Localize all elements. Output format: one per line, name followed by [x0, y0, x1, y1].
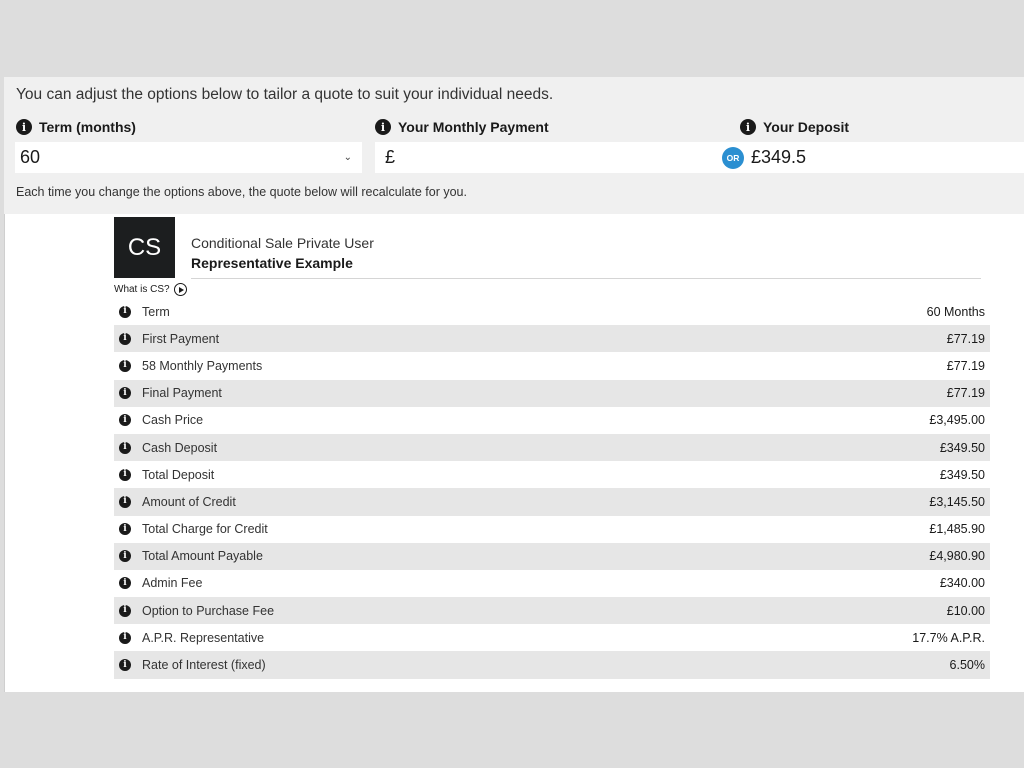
quote-row-left — [119, 332, 219, 346]
quote-row-value: 60 Months — [926, 304, 985, 319]
quote-row — [114, 624, 990, 651]
quote-row-value: £77.19 — [946, 386, 985, 401]
quote-row-value: £77.19 — [946, 358, 985, 373]
quote-row-value: £349.50 — [939, 440, 985, 455]
quote-row — [114, 597, 990, 624]
what-is-cs-text: What is CS? — [114, 284, 170, 295]
quote-row-value: £77.19 — [946, 331, 985, 346]
quote-row-label: Term — [142, 304, 170, 319]
quote-row — [114, 570, 990, 597]
quote-row-label: Rate of Interest (fixed) — [142, 658, 266, 673]
quote-row — [114, 543, 990, 570]
quote-row-label: Cash Price — [142, 413, 204, 428]
quote-row-left — [119, 658, 266, 672]
term-label — [16, 119, 136, 135]
deposit-label — [740, 119, 849, 135]
deposit-input[interactable] — [730, 142, 1024, 173]
options-intro-text: You can adjust the options below to tailor a quote to suit your individual needs. — [16, 86, 554, 103]
quote-row-left — [119, 413, 203, 427]
info-icon[interactable]: i — [119, 360, 131, 372]
quote-row — [114, 380, 990, 407]
info-icon[interactable]: i — [119, 550, 131, 562]
play-circle-icon — [174, 283, 187, 296]
info-icon[interactable]: i — [119, 605, 131, 617]
quote-row-label: First Payment — [142, 331, 220, 346]
quote-row-left — [119, 631, 264, 645]
monthly-payment-input[interactable] — [375, 142, 730, 173]
info-icon[interactable]: i — [16, 119, 32, 135]
quote-row-label: Total Charge for Credit — [142, 522, 268, 537]
quote-row-left — [119, 359, 262, 373]
quote-row-left — [119, 386, 222, 400]
monthly-payment-value: £ — [385, 147, 396, 167]
plan-title: Conditional Sale Private User — [191, 235, 374, 251]
quote-row-value: 6.50% — [949, 658, 985, 673]
quote-row-label: 58 Monthly Payments — [142, 358, 263, 373]
quote-row-left — [119, 305, 170, 319]
quote-row-label: Total Amount Payable — [142, 549, 263, 564]
term-select-value: 60 — [20, 147, 41, 167]
quote-row-left — [119, 576, 202, 590]
quote-row — [114, 352, 990, 379]
quote-table — [114, 298, 990, 679]
info-icon[interactable]: i — [119, 333, 131, 345]
info-icon[interactable]: i — [119, 496, 131, 508]
quote-row — [114, 325, 990, 352]
quote-row-label: Admin Fee — [142, 576, 203, 591]
quote-row-value: 17.7% A.P.R. — [912, 630, 985, 645]
info-icon[interactable]: i — [119, 387, 131, 399]
quote-row-left — [119, 495, 236, 509]
quote-row-value: £10.00 — [946, 603, 985, 618]
info-icon[interactable]: i — [119, 632, 131, 644]
quote-row-label: Total Deposit — [142, 467, 215, 482]
quote-row — [114, 407, 990, 434]
monthly-payment-label — [375, 119, 549, 135]
quote-row-left — [119, 468, 214, 482]
quote-row-left — [119, 522, 268, 536]
quote-panel — [4, 214, 1024, 692]
quote-row-left — [119, 604, 274, 618]
info-icon[interactable]: i — [119, 469, 131, 481]
quote-row-label: Option to Purchase Fee — [142, 603, 275, 618]
info-icon[interactable]: i — [119, 577, 131, 589]
deposit-value: £349.5 — [751, 147, 807, 167]
or-badge: OR — [722, 147, 744, 169]
quote-row-value: £1,485.90 — [929, 522, 985, 537]
info-icon[interactable]: i — [119, 523, 131, 535]
info-icon[interactable]: i — [119, 414, 131, 426]
info-icon[interactable]: i — [740, 119, 756, 135]
plan-subtitle: Representative Example — [191, 255, 353, 271]
info-icon[interactable]: i — [119, 306, 131, 318]
quote-row — [114, 434, 990, 461]
quote-row-left — [119, 549, 263, 563]
quote-row-left — [119, 441, 217, 455]
quote-row — [114, 488, 990, 515]
quote-row-label: Cash Deposit — [142, 440, 218, 455]
quote-row-value: £340.00 — [939, 576, 985, 591]
quote-row — [114, 516, 990, 543]
recalculate-hint: Each time you change the options above, the quote below will recalculate for you. — [16, 185, 467, 199]
info-icon[interactable]: i — [119, 442, 131, 454]
quote-row-value: £349.50 — [939, 467, 985, 482]
term-select[interactable] — [15, 142, 362, 173]
quote-row-value: £3,495.00 — [929, 413, 985, 428]
quote-row — [114, 461, 990, 488]
quote-options-panel — [4, 77, 1024, 214]
info-icon[interactable]: i — [119, 659, 131, 671]
what-is-cs-link[interactable] — [114, 283, 187, 296]
cs-logo: CS — [114, 217, 175, 278]
quote-row-value: £4,980.90 — [929, 549, 985, 564]
quote-row — [114, 298, 990, 325]
title-divider — [191, 278, 981, 279]
term-label-text: Term (months) — [39, 119, 136, 135]
quote-row-label: Amount of Credit — [142, 494, 236, 509]
quote-row — [114, 651, 990, 678]
chevron-down-icon: ⌄ — [343, 152, 352, 163]
quote-row-label: Final Payment — [142, 386, 222, 401]
monthly-payment-label-text: Your Monthly Payment — [398, 119, 549, 135]
deposit-label-text: Your Deposit — [763, 119, 850, 135]
info-icon[interactable]: i — [375, 119, 391, 135]
quote-row-label: A.P.R. Representative — [142, 630, 265, 645]
quote-row-value: £3,145.50 — [929, 494, 985, 509]
